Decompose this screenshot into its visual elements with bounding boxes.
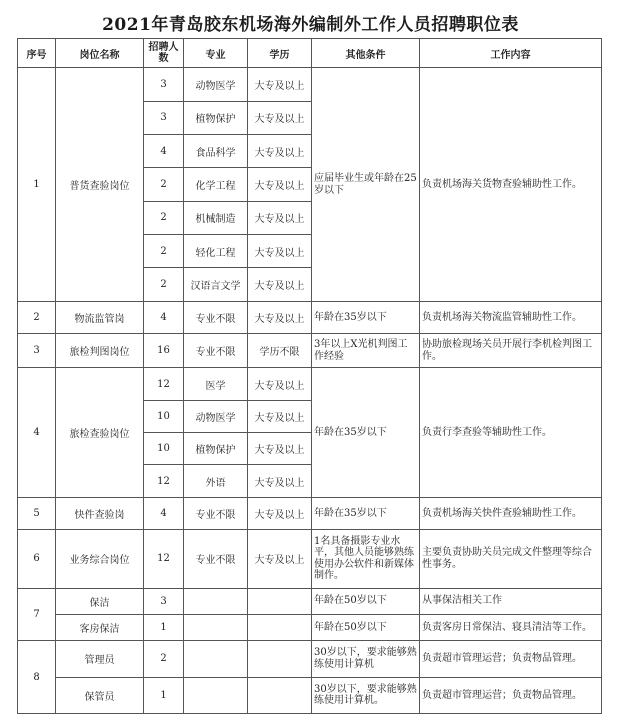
major-cell <box>184 614 248 640</box>
education-cell: 大专及以上 <box>248 101 312 134</box>
header-count: 招聘人数 <box>144 39 184 68</box>
count-cell: 10 <box>144 433 184 465</box>
table-row <box>18 677 602 713</box>
count-cell: 4 <box>144 134 184 167</box>
other-cell: 年龄在35岁以下 <box>312 497 420 529</box>
table-row <box>18 301 602 333</box>
count-cell: 2 <box>144 201 184 234</box>
education-cell: 大专及以上 <box>248 68 312 101</box>
education-cell: 大专及以上 <box>248 465 312 497</box>
count-cell: 2 <box>144 235 184 268</box>
major-cell <box>184 677 248 713</box>
major-cell: 化学工程 <box>184 168 248 201</box>
major-cell <box>184 641 248 677</box>
seq-cell: 6 <box>18 530 56 589</box>
table-row <box>18 588 602 614</box>
major-cell <box>184 588 248 614</box>
education-cell: 大专及以上 <box>248 201 312 234</box>
work-cell: 主要负责协助关员完成文件整理等综合性事务。 <box>420 530 602 589</box>
table-row <box>18 368 602 400</box>
major-cell: 机械制造 <box>184 201 248 234</box>
position-cell: 物流监管岗 <box>56 301 144 333</box>
seq-cell: 3 <box>18 334 56 368</box>
table-row <box>18 530 602 589</box>
seq-cell: 4 <box>18 368 56 497</box>
count-cell: 2 <box>144 641 184 677</box>
other-cell: 年龄在35岁以下 <box>312 368 420 497</box>
count-cell: 3 <box>144 68 184 101</box>
position-cell: 旅检判图岗位 <box>56 334 144 368</box>
major-cell: 专业不限 <box>184 301 248 333</box>
count-cell: 12 <box>144 368 184 400</box>
page-title: 2021年青岛胶东机场海外编制外工作人员招聘职位表 <box>102 15 519 35</box>
count-cell: 1 <box>144 614 184 640</box>
education-cell: 学历不限 <box>248 334 312 368</box>
major-cell: 植物保护 <box>184 433 248 465</box>
other-cell: 年龄在50岁以下 <box>312 614 420 640</box>
education-cell <box>248 588 312 614</box>
major-cell: 植物保护 <box>184 101 248 134</box>
seq-cell: 5 <box>18 497 56 529</box>
other-cell: 应届毕业生或年龄在25岁以下 <box>312 68 420 301</box>
major-cell: 医学 <box>184 368 248 400</box>
count-cell: 3 <box>144 588 184 614</box>
major-cell: 专业不限 <box>184 530 248 589</box>
work-cell: 负责机场海关快件查验辅助性工作。 <box>420 497 602 529</box>
seq-cell: 7 <box>18 588 56 641</box>
count-cell: 1 <box>144 677 184 713</box>
header-position: 岗位名称 <box>56 39 144 68</box>
major-cell: 动物医学 <box>184 68 248 101</box>
other-cell: 年龄在35岁以下 <box>312 301 420 333</box>
education-cell <box>248 677 312 713</box>
header-major: 专业 <box>184 39 248 68</box>
count-cell: 3 <box>144 101 184 134</box>
position-cell: 旅检查验岗位 <box>56 368 144 497</box>
work-cell: 负责超市管理运营；负责物品管理。 <box>420 677 602 713</box>
other-cell: 1名具备摄影专业水平，其他人员能够熟练使用办公软件和新媒体制作。 <box>312 530 420 589</box>
major-cell: 专业不限 <box>184 497 248 529</box>
education-cell <box>248 614 312 640</box>
other-cell: 3年以上X光机判图工作经验 <box>312 334 420 368</box>
education-cell: 大专及以上 <box>248 301 312 333</box>
header-row <box>18 39 602 68</box>
education-cell: 大专及以上 <box>248 134 312 167</box>
position-cell: 客房保洁 <box>56 614 144 640</box>
header-seq: 序号 <box>18 39 56 68</box>
count-cell: 12 <box>144 465 184 497</box>
education-cell: 大专及以上 <box>248 268 312 301</box>
recruitment-table <box>17 38 602 714</box>
count-cell: 2 <box>144 268 184 301</box>
count-cell: 2 <box>144 168 184 201</box>
position-cell: 业务综合岗位 <box>56 530 144 589</box>
seq-cell: 8 <box>18 641 56 714</box>
major-cell: 轻化工程 <box>184 235 248 268</box>
position-cell: 保洁 <box>56 588 144 614</box>
table-row <box>18 641 602 677</box>
header-work: 工作内容 <box>420 39 602 68</box>
education-cell: 大专及以上 <box>248 368 312 400</box>
table-row <box>18 334 602 368</box>
count-cell: 16 <box>144 334 184 368</box>
seq-cell: 1 <box>18 68 56 301</box>
major-cell: 汉语言文学 <box>184 268 248 301</box>
header-other: 其他条件 <box>312 39 420 68</box>
education-cell: 大专及以上 <box>248 433 312 465</box>
table-row <box>18 497 602 529</box>
other-cell: 年龄在50岁以下 <box>312 588 420 614</box>
education-cell: 大专及以上 <box>248 235 312 268</box>
count-cell: 10 <box>144 400 184 432</box>
work-cell: 从事保洁相关工作 <box>420 588 602 614</box>
count-cell: 4 <box>144 301 184 333</box>
work-cell: 负责客房日常保洁、寝具清洁等工作。 <box>420 614 602 640</box>
education-cell: 大专及以上 <box>248 400 312 432</box>
major-cell: 外语 <box>184 465 248 497</box>
count-cell: 4 <box>144 497 184 529</box>
major-cell: 专业不限 <box>184 334 248 368</box>
education-cell <box>248 641 312 677</box>
table-row <box>18 68 602 101</box>
position-cell: 保管员 <box>56 677 144 713</box>
other-cell: 30岁以下，要求能够熟练使用计算机。 <box>312 677 420 713</box>
work-cell: 负责行李查验等辅助性工作。 <box>420 368 602 497</box>
education-cell: 大专及以上 <box>248 168 312 201</box>
major-cell: 动物医学 <box>184 400 248 432</box>
work-cell: 负责机场海关物流监管辅助性工作。 <box>420 301 602 333</box>
major-cell: 食品科学 <box>184 134 248 167</box>
work-cell: 负责超市管理运营；负责物品管理。 <box>420 641 602 677</box>
seq-cell: 2 <box>18 301 56 333</box>
position-cell: 普货查验岗位 <box>56 68 144 301</box>
work-cell: 协助旅检现场关员开展行李机检判图工作。 <box>420 334 602 368</box>
table-row <box>18 614 602 640</box>
education-cell: 大专及以上 <box>248 530 312 589</box>
other-cell: 30岁以下，要求能够熟练使用计算机 <box>312 641 420 677</box>
header-education: 学历 <box>248 39 312 68</box>
education-cell: 大专及以上 <box>248 497 312 529</box>
work-cell: 负责机场海关货物查验辅助性工作。 <box>420 68 602 301</box>
count-cell: 12 <box>144 530 184 589</box>
position-cell: 管理员 <box>56 641 144 677</box>
position-cell: 快件查验岗 <box>56 497 144 529</box>
